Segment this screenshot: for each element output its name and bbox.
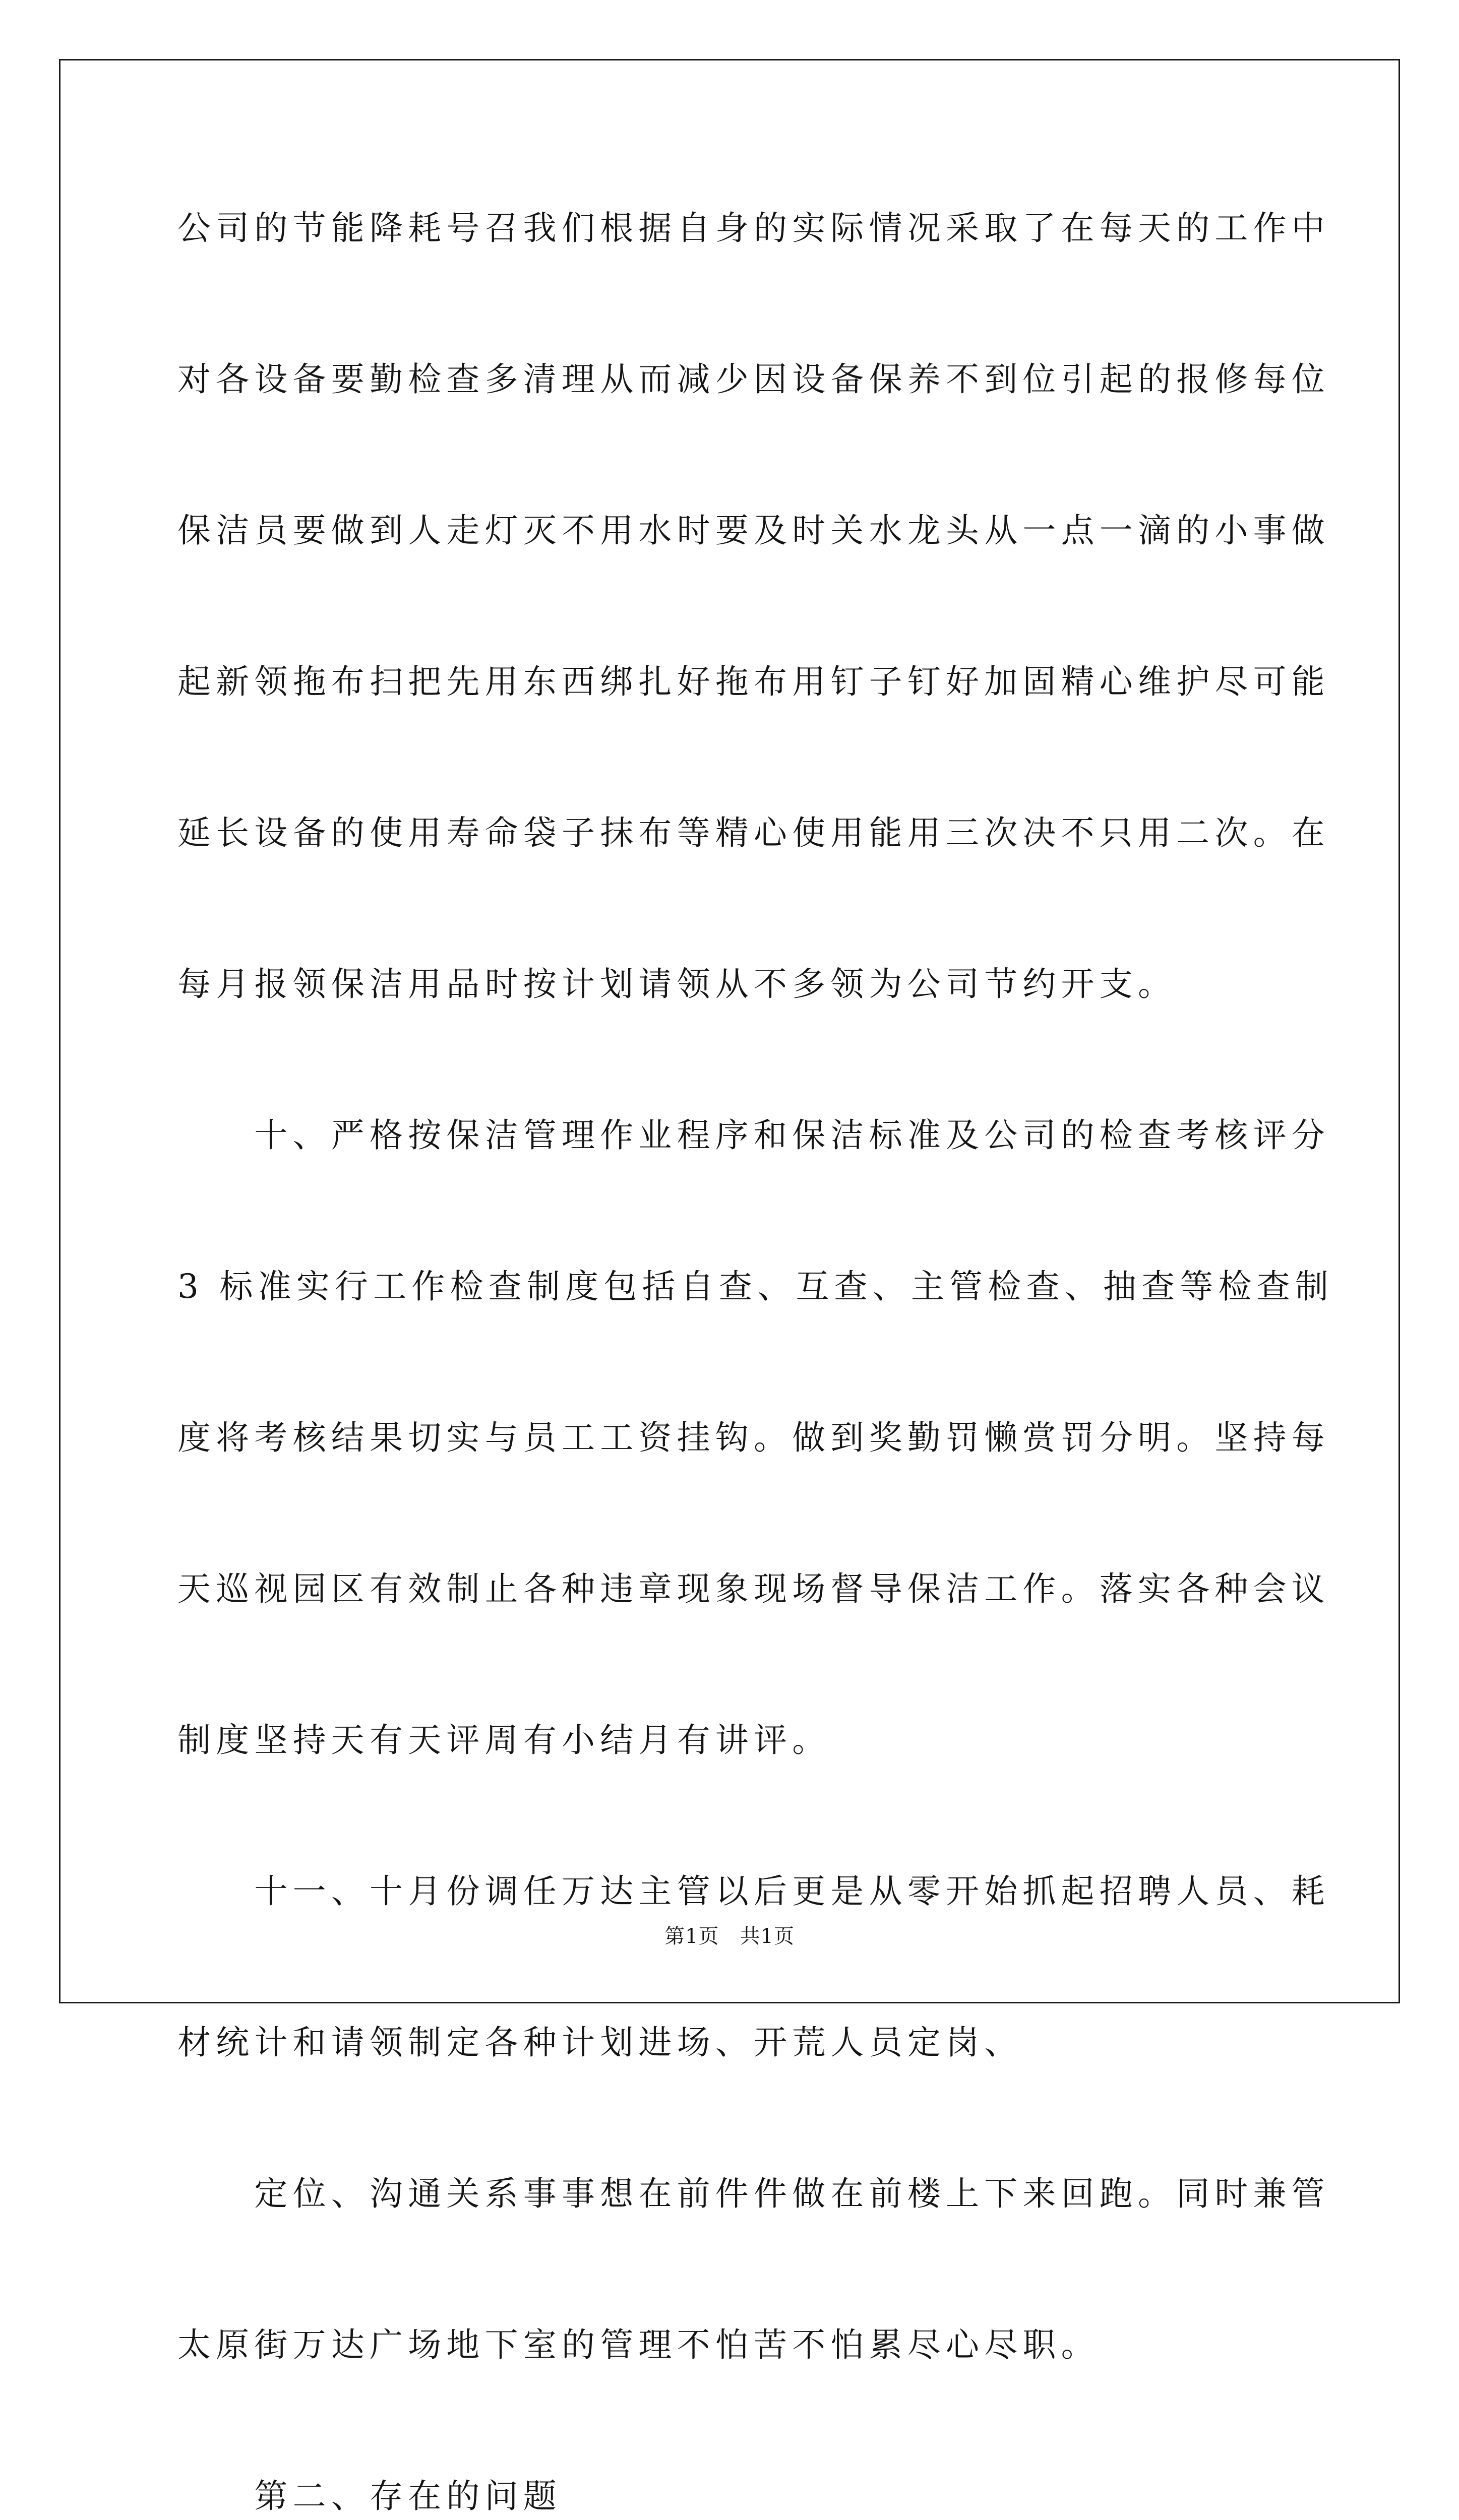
text-line: 天巡视园区有效制止各种违章现象现场督导保洁工作。落实各种会议: [177, 1569, 1330, 1608]
text-line: 公司的节能降耗号召我们根据自身的实际情况采取了在每天的工作中: [177, 209, 1330, 247]
section-heading: 第二、存在的问题: [177, 2477, 562, 2515]
text-line: 对各设备要勤检查多清理从而减少因设备保养不到位引起的报修每位: [177, 360, 1330, 399]
text-line: 每月报领保洁用品时按计划请领从不多领为公司节约开支。: [177, 965, 1177, 1003]
document-body: [177, 191, 1334, 2520]
text-line: 定位、沟通关系事事想在前件件做在前楼上下来回跑。同时兼管: [177, 2174, 1330, 2213]
text-line: 太原街万达广场地下室的管理不怕苦不怕累尽心尽职。: [177, 2325, 1100, 2364]
text-line: 十、严格按保洁管理作业程序和保洁标准及公司的检查考核评分: [177, 1116, 1330, 1155]
text-line: 材统计和请领制定各种计划进场、开荒人员定岗、: [177, 2023, 1023, 2062]
text-line: 起新领拖布扫把先用东西绑扎好拖布用钉子钉好加固精心维护尽可能: [177, 662, 1330, 701]
text-line: 延长设备的使用寿命袋子抹布等精心使用能用三次决不只用二次。在: [177, 813, 1330, 852]
text-line: 3 标准实行工作检查制度包括自查、互查、主管检查、抽查等检查制: [177, 1267, 1334, 1306]
text-line: 度将考核结果切实与员工工资挂钩。做到奖勤罚懒赏罚分明。坚持每: [177, 1418, 1330, 1457]
page-footer: 第1页 共1页: [664, 1925, 795, 1948]
text-line: 保洁员要做到人走灯灭不用水时要及时关水龙头从一点一滴的小事做: [177, 511, 1330, 550]
text-line: 制度坚持天有天评周有小结月有讲评。: [177, 1721, 831, 1759]
text-line: 十一、十月份调任万达主管以后更是从零开始抓起招聘人员、耗: [177, 1872, 1330, 1911]
